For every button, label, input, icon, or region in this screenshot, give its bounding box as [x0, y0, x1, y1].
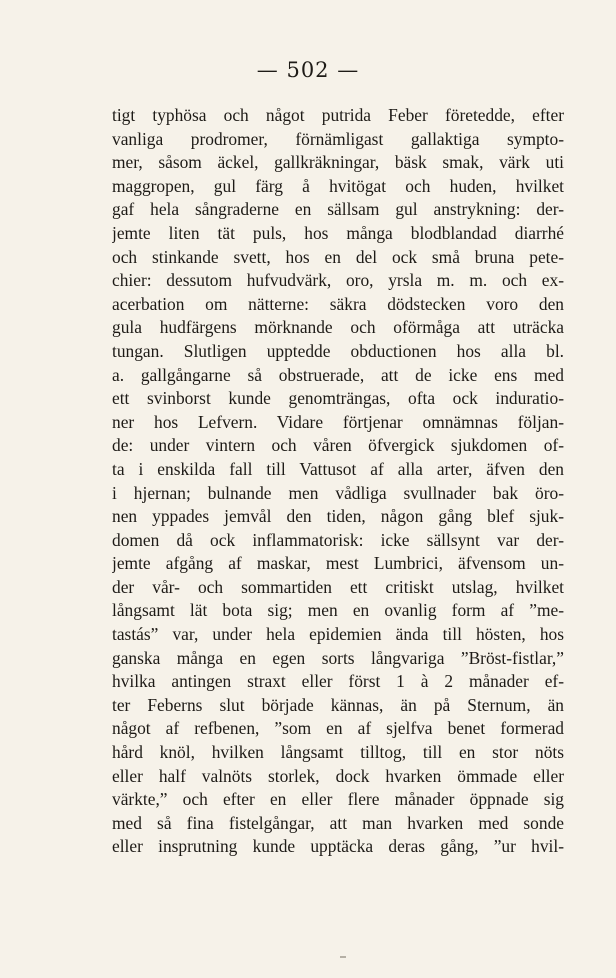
text-line: värkte,” och efter en eller flere månader öppnade sig — [112, 789, 564, 810]
text-line: ett svinborst kunde genomträngas, ofta ock induratio- — [112, 388, 564, 409]
text-line: eller insprutning kunde upptäcka deras gång, ”ur hvil- — [112, 836, 564, 857]
text-line: långsamt lät bota sig; men en ovanlig form af ”me- — [112, 600, 564, 621]
text-line: der vår- och sommartiden ett critiskt utslag, hvilket — [112, 576, 564, 597]
text-line: chier: dessutom hufvudvärk, oro, yrsla m. m. och ex- — [112, 270, 564, 291]
text-line: ner hos Lefvern. Vidare förtjenar omnämnas följan- — [112, 411, 564, 432]
text-line: tastás” var, under hela epidemien ända till hösten, hos — [112, 624, 564, 645]
text-line: de: under vintern och våren öfvergick sjukdomen of- — [112, 435, 564, 456]
text-line: gaf hela sångraderne en sällsam gul anstrykning: der- — [112, 199, 564, 220]
text-line: tungan. Slutligen upptedde obductionen hos alla bl. — [112, 340, 564, 361]
text-line: mer, såsom äckel, gallkräkningar, bäsk smak, värk uti — [112, 152, 564, 173]
text-line: maggropen, gul färg å hvitögat och huden, hvilket — [112, 175, 564, 196]
text-line: hvilka antingen straxt eller först 1 à 2 månader ef- — [112, 671, 564, 692]
text-line: i hjernan; bulnande men vådliga svullnader bak öro- — [112, 482, 564, 503]
text-line: ta i enskilda fall till Vattusot af alla arter, äfven den — [112, 458, 564, 479]
text-line: gula hudfärgens mörknande och oförmåga att uträcka — [112, 317, 564, 338]
page-number: — 502 — — [256, 58, 360, 82]
text-line: ganska många en egen sorts långvariga ”Bröst-fistlar,” — [112, 647, 564, 668]
text-line: a. gallgångarne så obstruerade, att de icke ens med — [112, 364, 564, 385]
body-text — [112, 104, 564, 859]
paper-speck — [340, 956, 346, 958]
text-line: och stinkande svett, hos en del ock små bruna pete- — [112, 246, 564, 267]
text-line: nen yppades jemvål den tiden, någon gång blef sjuk- — [112, 506, 564, 527]
text-line: ter Feberns slut började kännas, än på Sternum, än — [112, 694, 564, 715]
text-line: tigt typhösa och något putrida Feber företedde, efter — [112, 105, 564, 125]
text-line: domen då ock inflammatorisk: icke sällsynt var der- — [112, 529, 564, 550]
text-line: något af refbenen, ”som en af sjelfva benet formerad — [112, 718, 564, 739]
text-line: eller half valnöts storlek, dock hvarken ömmade eller — [112, 765, 564, 786]
text-line: vanliga prodromer, förnämligast gallaktiga sympto- — [112, 128, 564, 149]
text-line: jemte liten tät puls, hos många blodblandad diarrhé — [112, 222, 564, 243]
text-line: med så fina fistelgångar, att man hvarken med sonde — [112, 812, 564, 833]
text-line: acerbation om nätterne: säkra dödstecken voro den — [112, 293, 564, 314]
text-line: jemte afgång af maskar, mest Lumbrici, äfvensom un- — [112, 553, 564, 574]
text-line: hård knöl, hvilken långsamt tilltog, till en stor nöts — [112, 742, 564, 763]
